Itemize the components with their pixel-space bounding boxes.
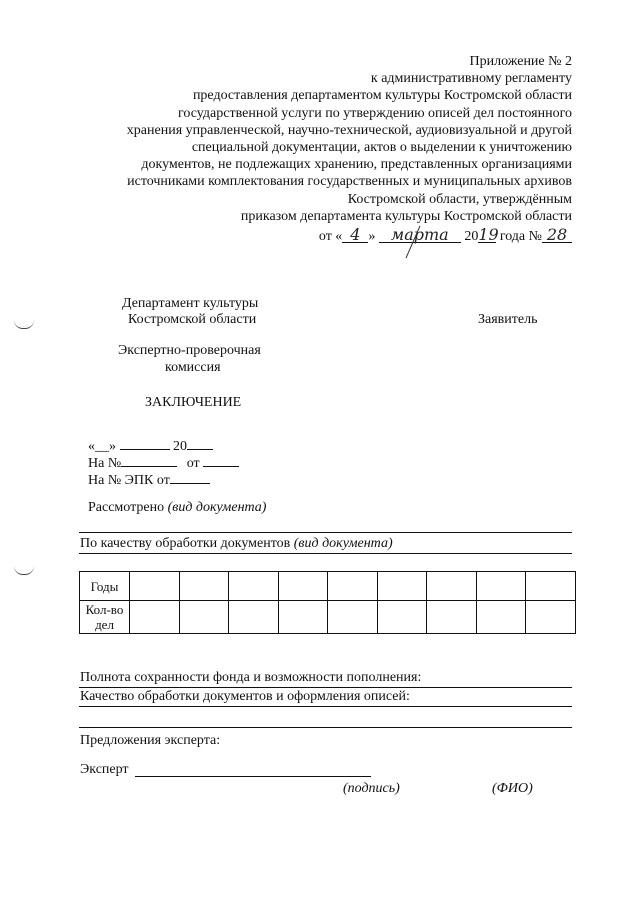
table-cell[interactable]: [278, 572, 328, 601]
number-line: На № от: [88, 450, 239, 472]
years-header: Годы: [80, 572, 130, 601]
table-cell[interactable]: [328, 601, 378, 634]
epk-line: На № ЭПК от: [88, 467, 210, 489]
table-cell[interactable]: [476, 572, 526, 601]
appendix-line: хранения управленческой, научно-технической, аудиовизуальной и другой: [126, 122, 572, 138]
appendix-line: источниками комплектования государственных и муниципальных архивов: [127, 174, 572, 190]
month-blank[interactable]: [120, 433, 170, 450]
table-cell[interactable]: [377, 601, 427, 634]
table-row: [80, 572, 576, 601]
appendix-line: к административному регламенту: [370, 71, 572, 87]
completeness-label: Полнота сохранности фонда и возможности пополнения:: [80, 670, 422, 685]
from-blank[interactable]: [203, 450, 239, 467]
handwritten-day: 4: [342, 226, 368, 243]
order-date-line: от « 4 » марта 2019 года № 28: [52, 226, 572, 245]
commission-line2: комиссия: [165, 360, 221, 375]
sender-dept-line2: Костромской области: [128, 312, 257, 327]
commission-line1: Экспертно-проверочная: [118, 343, 261, 358]
table-cell[interactable]: [476, 601, 526, 634]
expert-label: Эксперт: [80, 762, 129, 777]
epk-blank[interactable]: [170, 467, 210, 484]
appendix-line: предоставления департаментом культуры Костромской области: [192, 88, 572, 104]
table-cell[interactable]: [328, 572, 378, 601]
appendix-line: приказом департамента культуры Костромской области: [240, 208, 572, 224]
blank-line: [79, 727, 572, 728]
applicant-label: Заявитель: [478, 312, 538, 327]
table-cell[interactable]: [130, 601, 180, 634]
expert-signature-line[interactable]: [135, 776, 371, 777]
proposals-label: Предложения эксперта:: [80, 733, 221, 748]
years-table: [79, 571, 576, 634]
table-cell[interactable]: [278, 601, 328, 634]
year-blank[interactable]: [187, 433, 213, 450]
handwritten-month: марта: [379, 226, 461, 243]
quality-underline: [79, 553, 572, 554]
reviewed-underline: [79, 532, 572, 533]
appendix-line: Костромской области, утверждённым: [347, 191, 572, 207]
document-title: ЗАКЛЮЧЕНИЕ: [145, 395, 242, 410]
processing-quality-label: Качество обработки документов и оформления описей:: [80, 689, 410, 704]
completeness-underline: [79, 687, 572, 688]
table-cell[interactable]: [377, 572, 427, 601]
appendix-header: [52, 53, 572, 245]
quality-line: По качеству обработки документов (вид документа): [80, 536, 393, 551]
name-hint: (ФИО): [492, 781, 533, 796]
scan-mark: [14, 320, 34, 329]
table-cell[interactable]: [179, 572, 229, 601]
table-cell[interactable]: [130, 572, 180, 601]
handwritten-number: 28: [542, 226, 572, 243]
table-cell[interactable]: [427, 601, 477, 634]
handwritten-year: 19: [478, 225, 499, 245]
appendix-line: специальной документации, актов о выделении к уничтожению: [191, 140, 572, 156]
sender-dept-line1: Департамент культуры: [122, 296, 259, 311]
count-header: Кол-во дел: [80, 601, 130, 634]
table-cell[interactable]: [229, 572, 279, 601]
signature-hint: (подпись): [343, 781, 400, 796]
table-cell[interactable]: [179, 601, 229, 634]
number-blank[interactable]: [121, 450, 177, 467]
conclusion-date-line: «__» 20: [88, 433, 213, 455]
appendix-line: документов, не подлежащих хранению, представленных организациями: [141, 157, 572, 173]
appendix-line: государственной услуги по утверждению описей дел постоянного: [178, 105, 572, 121]
table-cell[interactable]: [526, 572, 576, 601]
appendix-line: Приложение № 2: [469, 54, 572, 69]
handwritten-stroke: [398, 222, 428, 262]
scan-mark: [14, 566, 34, 575]
table-cell[interactable]: [229, 601, 279, 634]
table-cell[interactable]: [427, 572, 477, 601]
reviewed-line: Рассмотрено (вид документа): [88, 500, 267, 515]
table-cell[interactable]: [526, 601, 576, 634]
processing-underline: [79, 706, 572, 707]
table-row: [80, 601, 576, 634]
